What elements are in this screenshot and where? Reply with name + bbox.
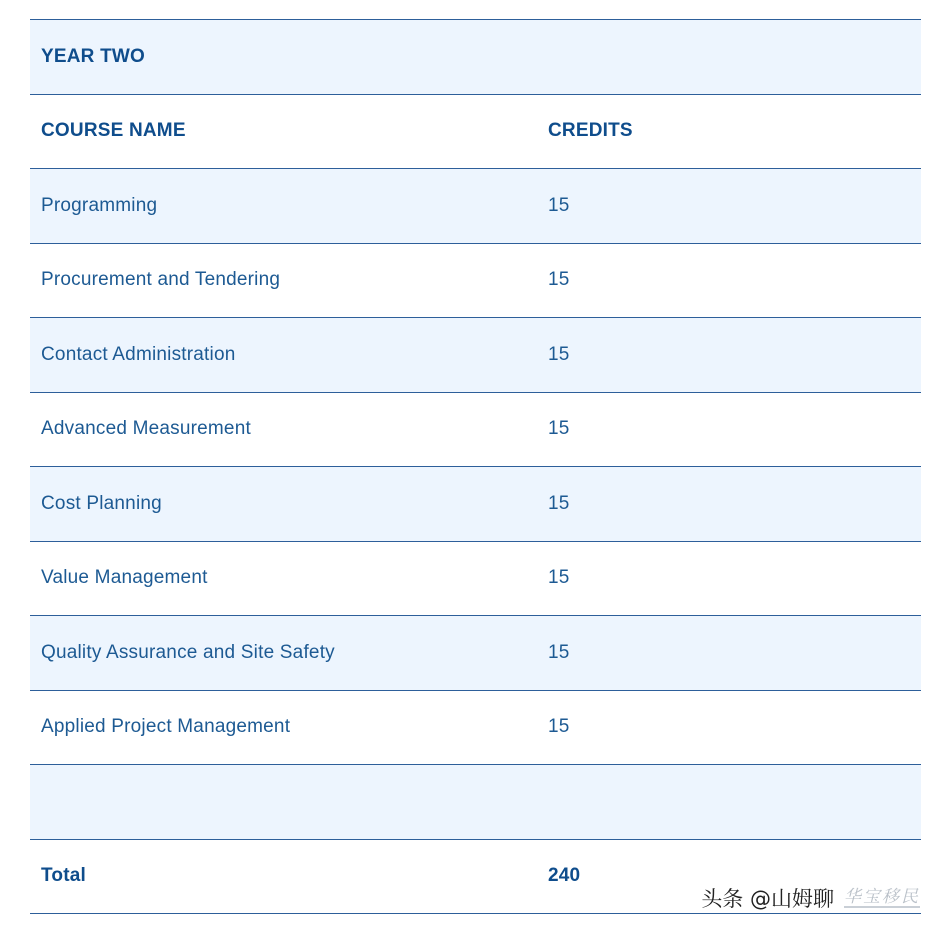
course-name: Cost Planning bbox=[41, 492, 162, 514]
course-name: Procurement and Tendering bbox=[41, 269, 281, 291]
course-credits: 15 bbox=[548, 492, 570, 514]
course-credits: 15 bbox=[548, 194, 570, 216]
table-row bbox=[30, 691, 921, 766]
table-row bbox=[30, 542, 921, 617]
course-credits: 15 bbox=[548, 567, 570, 589]
course-table bbox=[30, 19, 921, 914]
course-name: Applied Project Management bbox=[41, 716, 291, 738]
table-row bbox=[30, 467, 921, 542]
course-name: Contact Administration bbox=[41, 343, 236, 365]
course-credits: 15 bbox=[548, 418, 570, 440]
column-header-row bbox=[30, 95, 921, 170]
section-header-row bbox=[30, 20, 921, 95]
table-row bbox=[30, 616, 921, 691]
watermark-logo: 华宝移民 bbox=[844, 886, 920, 907]
course-name: Quality Assurance and Site Safety bbox=[41, 641, 335, 663]
course-credits: 15 bbox=[548, 343, 570, 365]
course-credits: 15 bbox=[548, 641, 570, 663]
column-header-credits: CREDITS bbox=[548, 120, 633, 142]
table-row bbox=[30, 169, 921, 244]
table-row bbox=[30, 318, 921, 393]
course-credits: 15 bbox=[548, 269, 570, 291]
column-header-course-name: COURSE NAME bbox=[41, 120, 186, 142]
section-title: YEAR TWO bbox=[41, 45, 145, 67]
table-row bbox=[30, 393, 921, 468]
table-row bbox=[30, 244, 921, 319]
course-credits: 15 bbox=[548, 716, 570, 738]
course-name: Programming bbox=[41, 194, 158, 216]
total-value: 240 bbox=[548, 865, 581, 887]
watermark-text: 头条 @山姆聊 bbox=[701, 887, 834, 911]
empty-row bbox=[30, 765, 921, 840]
watermark bbox=[701, 883, 920, 913]
course-name: Advanced Measurement bbox=[41, 418, 251, 440]
course-name: Value Management bbox=[41, 567, 208, 589]
total-label: Total bbox=[41, 865, 86, 887]
